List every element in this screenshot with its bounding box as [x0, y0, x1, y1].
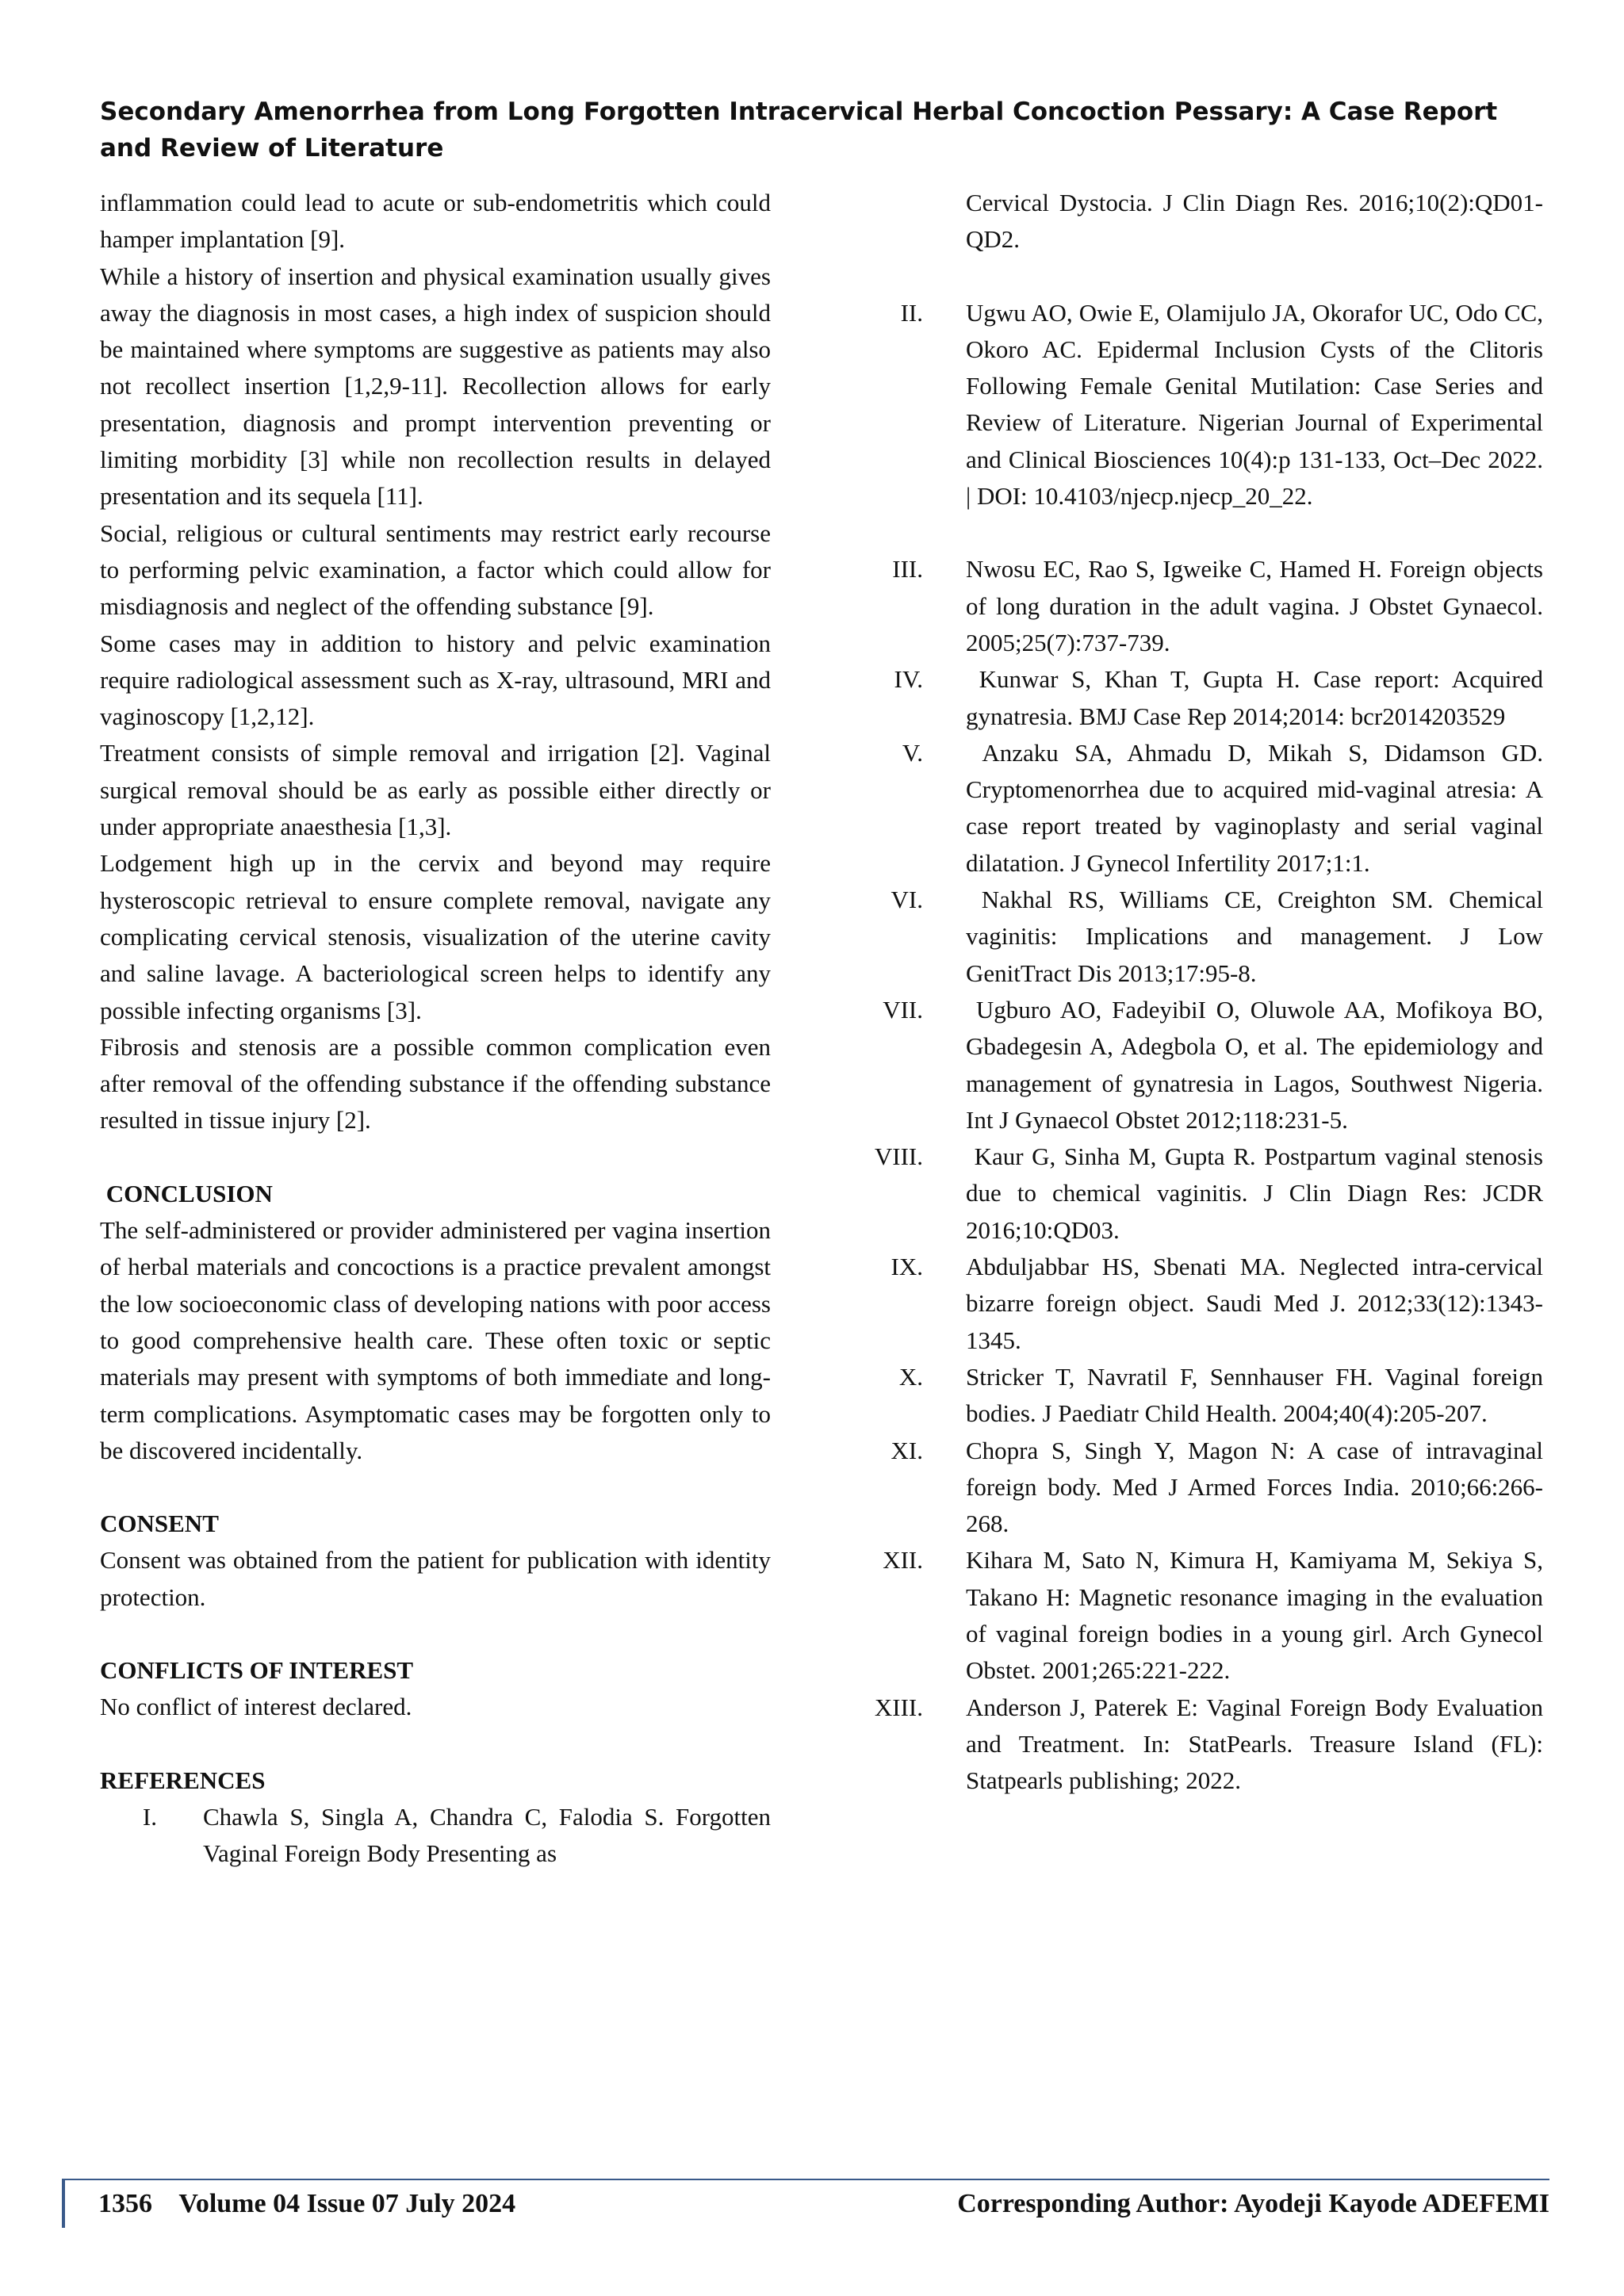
reference-item: [826, 1138, 1549, 1249]
reference-number: IV.: [894, 665, 923, 694]
footer-accent-bar: [62, 2179, 65, 2228]
consent-text: Consent was obtained from the patient for publication with identity protection.: [100, 1546, 771, 1611]
reference-number: II.: [900, 298, 923, 327]
reference-number: X.: [898, 1362, 923, 1391]
reference-number: IX.: [891, 1253, 923, 1281]
reference-number: [826, 185, 923, 258]
consent-heading: CONSENT: [100, 1510, 219, 1538]
conclusion-heading: CONCLUSION: [100, 1179, 273, 1207]
body-paragraph: Treatment consists of simple removal and irrigation [2]. Vaginal surgical removal should be as early as possible either directly or under appropriate anaesthesia [1,3].: [100, 739, 771, 841]
reference-text: Nwosu EC, Rao S, Igweike C, Hamed H. Foreign objects of long duration in the adult vagina. J Obstet Gynaecol. 2005;25(7):737-739.: [966, 555, 1543, 656]
reference-number: VIII.: [874, 1142, 923, 1171]
reference-text: Ugwu AO, Owie E, Olamijulo JA, Okorafor UC, Odo CC, Okoro AC. Epidermal Inclusion Cysts of the Clitoris Following Female Genital Mutilation: Case Series and Review of Literature. Nigerian Journal of Experimental and Clinical Biosciences 10(4):p 131-133, Oct–Dec 2022. | DOI: 10.4103/njecp.njecp_20_22.: [966, 298, 1543, 511]
references-heading: REFERENCES: [100, 1766, 266, 1794]
reference-text: Chopra S, Singh Y, Magon N: A case of intravaginal foreign body. Med J Armed Forces India. 2010;66:266-268.: [966, 1436, 1543, 1538]
reference-item: [826, 992, 1549, 1138]
reference-item: [826, 1359, 1543, 1433]
reference-item: [826, 1542, 1543, 1689]
reference-text: Chawla S, Singla A, Chandra C, Falodia S. Forgotten Vaginal Foreign Body Presenting as: [203, 1802, 771, 1868]
reference-number: XII.: [883, 1546, 923, 1575]
conflicts-text: No conflict of interest declared.: [100, 1693, 412, 1721]
reference-text: Kaur G, Sinha M, Gupta R. Postpartum vaginal stenosis due to chemical vaginitis. J Clin Diagn Res: JCDR 2016;10:QD03.: [966, 1142, 1549, 1244]
reference-number: III.: [892, 555, 923, 584]
body-paragraph: While a history of insertion and physical examination usually gives away the diagnosis in most cases, a high index of suspicion should be maintained where symptoms are suggestive as patients may also not recollect insertion [1,2,9-11]. Recollection allows for early presentation, diagnosis and prompt intervention preventing or limiting morbidity [3] while non recollection results in delayed presentation and its sequela [11].: [100, 262, 771, 511]
running-title: Secondary Amenorrhea from Long Forgotten Intracervical Herbal Concoction Pessary: A Case Report and Review of Literature: [100, 98, 1498, 163]
reference-item: [826, 551, 1543, 661]
reference-number: VI.: [891, 886, 923, 914]
footer-page-volume: 1356 Volume 04 Issue 07 July 2024: [98, 2189, 516, 2218]
reference-item: [826, 661, 1549, 735]
right-column: [866, 185, 1549, 1799]
reference-number: XIII.: [874, 1693, 923, 1721]
reference-text: Kunwar S, Khan T, Gupta H. Case report: Acquired gynatresia. BMJ Case Rep 2014;2014: bcr2014203529: [966, 665, 1549, 730]
reference-number: V.: [902, 738, 923, 767]
body-paragraph: Fibrosis and stenosis are a possible common complication even after removal of the offending substance if the offending substance resulted in tissue injury [2].: [100, 1032, 771, 1135]
reference-text: Cervical Dystocia. J Clin Diagn Res. 2016;10(2):QD01-QD2.: [966, 189, 1543, 254]
reference-text: Nakhal RS, Williams CE, Creighton SM. Chemical vaginitis: Implications and management. J Low GenitTract Dis 2013;17:95-8.: [966, 886, 1549, 987]
reference-item: [826, 882, 1549, 992]
conflicts-heading: CONFLICTS OF INTEREST: [100, 1655, 414, 1684]
conclusion-text: The self-administered or provider administered per vagina insertion of herbal materials and concoctions is a practice prevalent amongst the low socioeconomic class of developing nations with poor access to good comprehensive health care. These often toxic or septic materials may present with symptoms of both immediate and long-term complications. Asymptomatic cases may be forgotten only to be discovered incidentally.: [100, 1216, 771, 1464]
reference-text: Anderson J, Paterek E: Vaginal Foreign Body Evaluation and Treatment. In: StatPearls. Treasure Island (FL): Statpearls publishing; 2022.: [966, 1693, 1543, 1795]
reference-number: XI.: [891, 1436, 923, 1464]
page-footer: [62, 2179, 1549, 2228]
reference-item: [826, 1249, 1543, 1359]
footer-corresponding-author: Corresponding Author: Ayodeji Kayode ADEFEMI: [957, 2189, 1549, 2218]
left-column: [100, 185, 771, 1872]
body-paragraph: inflammation could lead to acute or sub-endometritis which could hamper implantation [9].: [100, 189, 771, 254]
reference-item: [826, 735, 1549, 882]
reference-text: Ugburo AO, FadeyibiI O, Oluwole AA, Mofikoya BO, Gbadegesin A, Adegbola O, et al. The epidemiology and management of gynatresia in Lagos, Southwest Nigeria. Int J Gynaecol Obstet 2012;118:231-5.: [966, 995, 1549, 1134]
reference-item: [826, 1433, 1543, 1543]
footer-rule: [62, 2179, 1549, 2180]
reference-number: VII.: [883, 995, 923, 1024]
reference-item: [826, 1689, 1543, 1800]
reference-item: [826, 295, 1543, 515]
reference-item: [100, 1799, 771, 1873]
body-paragraph: Social, religious or cultural sentiments may restrict early recourse to performing pelvic examination, a factor which could allow for misdiagnosis and neglect of the offending substance [9].: [100, 519, 771, 621]
reference-text: Abduljabbar HS, Sbenati MA. Neglected intra-cervical bizarre foreign object. Saudi Med J. 2012;33(12):1343-1345.: [966, 1253, 1543, 1354]
body-paragraph: Lodgement high up in the cervix and beyond may require hysteroscopic retrieval to ensure complete removal, navigate any complicating cervical stenosis, visualization of the uterine cavity and saline lavage. A bacteriological screen helps to identify any possible infecting organisms [3].: [100, 849, 771, 1024]
reference-text: Anzaku SA, Ahmadu D, Mikah S, Didamson GD. Cryptomenorrhea due to acquired mid-vaginal atresia: A case report treated by vaginoplasty and serial vaginal dilatation. J Gynecol Infertility 2017;1:1.: [966, 738, 1549, 877]
reference-number: I.: [142, 1802, 157, 1831]
reference-text: Kihara M, Sato N, Kimura H, Kamiyama M, Sekiya S, Takano H: Magnetic resonance imaging in the evaluation of vaginal foreign bodies in a young girl. Arch Gynecol Obstet. 2001;265:221-222.: [966, 1546, 1543, 1685]
reference-text: Stricker T, Navratil F, Sennhauser FH. Vaginal foreign bodies. J Paediatr Child Health. 2004;40(4):205-207.: [966, 1362, 1543, 1428]
body-paragraph: Some cases may in addition to history and pelvic examination require radiological assessment such as X-ray, ultrasound, MRI and vaginoscopy [1,2,12].: [100, 629, 771, 731]
reference-item-continued: [826, 185, 1543, 258]
